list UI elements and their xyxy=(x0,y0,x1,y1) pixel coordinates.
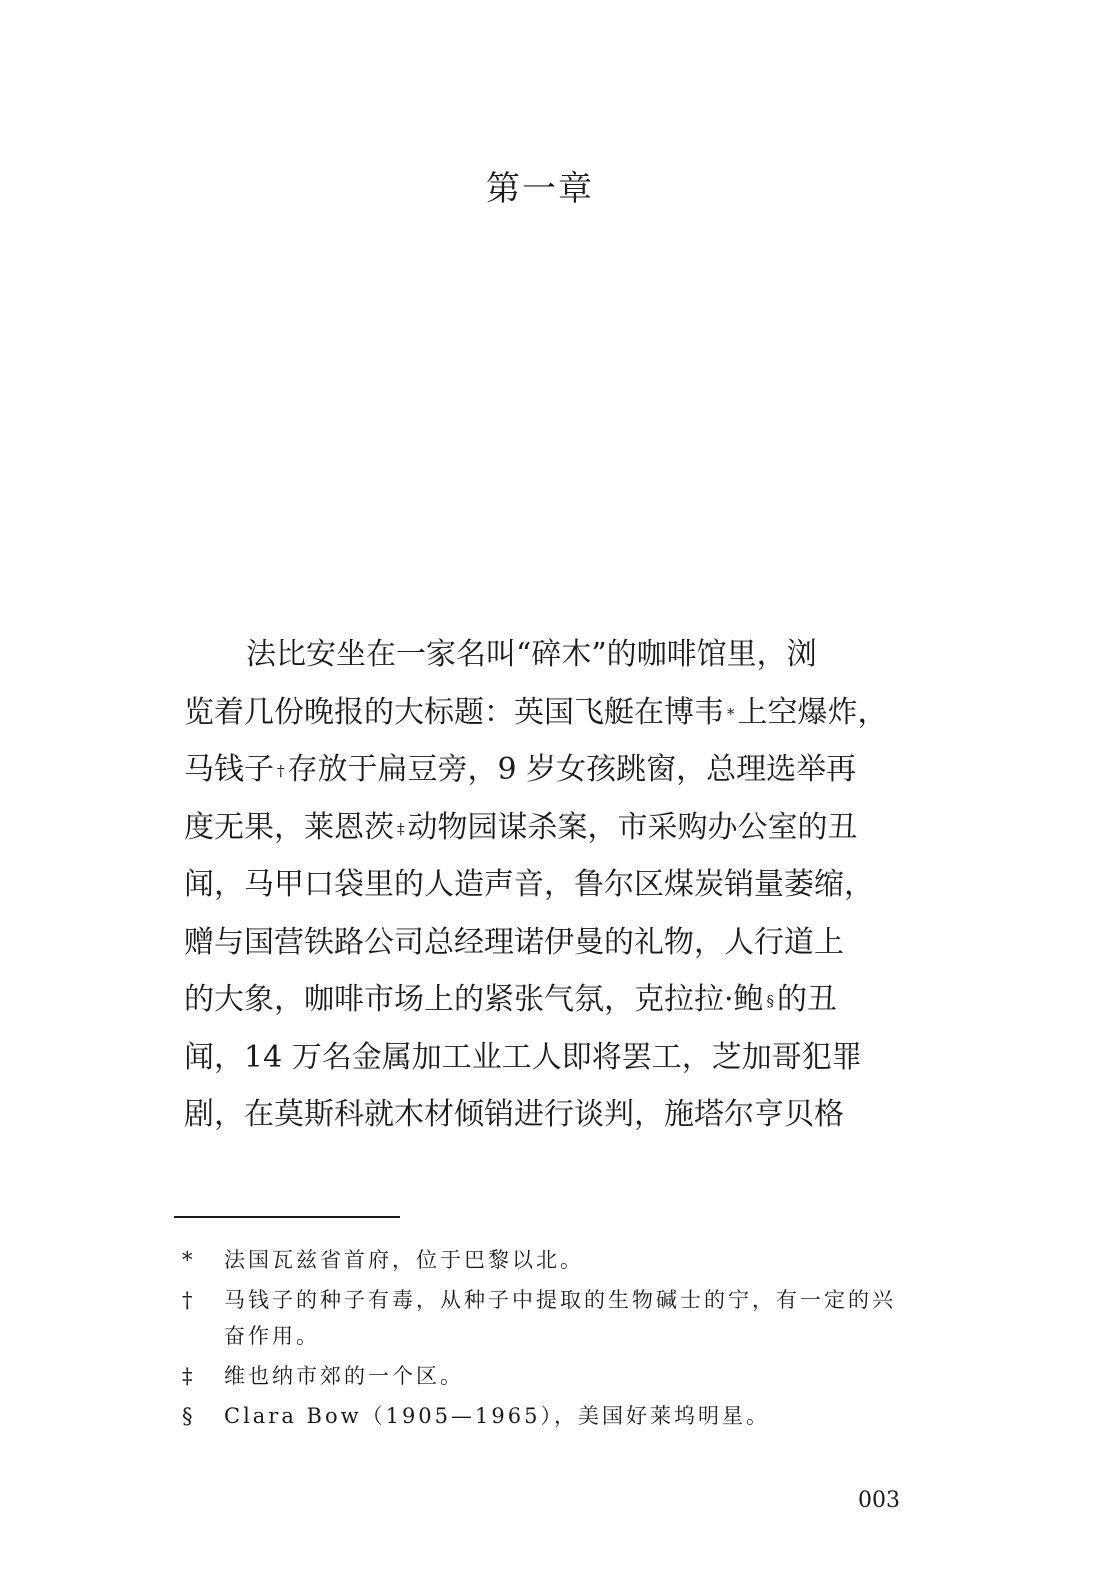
body-line: 闻，马甲口袋里的人造声音，鲁尔区煤炭销量萎缩， xyxy=(184,867,874,902)
footnote-reference: † xyxy=(277,762,285,780)
footnote-reference: § xyxy=(766,992,775,1010)
footnotes-list xyxy=(182,1242,902,1438)
footnote-mark: § xyxy=(182,1404,193,1428)
footnote-reference: ‡ xyxy=(397,819,405,838)
footnote-text: 维也纳市郊的一个区。 xyxy=(224,1364,464,1388)
body-line-text: 览着几份晚报的大标题：英国飞艇在博韦 xyxy=(184,694,724,730)
footnote-text: 法国瓦兹省首府，位于巴黎以北。 xyxy=(224,1248,584,1272)
body-line: 法比安坐在一家名叫“碎木”的咖啡馆里，浏 xyxy=(246,637,817,672)
body-line-text: 的大象，咖啡市场上的紧张气氛，克拉拉·鲍 xyxy=(184,982,764,1017)
body-line xyxy=(184,799,900,857)
body-line-text: 动物园谋杀案，市采购办公室的丑 xyxy=(407,809,858,845)
body-line-text: 马钱子 xyxy=(184,752,274,787)
chapter-title: 第一章 xyxy=(486,169,594,209)
page-number: 003 xyxy=(858,1488,900,1513)
footnote-mark: * xyxy=(182,1248,193,1272)
footnote-item xyxy=(182,1358,902,1394)
body-line xyxy=(184,971,900,1029)
footnote-mark: † xyxy=(182,1288,193,1312)
body-line: 剧，在莫斯科就木材倾销进行谈判，施塔尔亨贝格 xyxy=(184,1097,844,1132)
body-paragraph xyxy=(184,626,900,1144)
footnote-item xyxy=(182,1398,902,1434)
body-line-text: 的丑 xyxy=(777,982,838,1017)
body-line: 闻，14 万名金属加工业工人即将罢工，芝加哥犯罪 xyxy=(184,1039,862,1075)
footnote-divider xyxy=(174,1216,400,1218)
footnote-reference: * xyxy=(727,704,735,723)
body-line-text: 上空爆炸， xyxy=(737,694,888,730)
footnote-item xyxy=(182,1242,902,1278)
footnote-mark: ‡ xyxy=(182,1364,193,1388)
footnote-text: Clara Bow（1905—1965），美国好莱坞明星。 xyxy=(224,1404,770,1428)
body-line xyxy=(184,684,900,742)
body-line xyxy=(184,741,900,799)
footnote-text: 马钱子的种子有毒，从种子中提取的生物碱士的宁，有一定的兴奋作用。 xyxy=(224,1288,896,1348)
footnote-item xyxy=(182,1282,902,1354)
body-line-text: 度无果，莱恩茨 xyxy=(184,809,394,845)
body-line-text: 存放于扁豆旁，9 岁女孩跳窗，总理选举再 xyxy=(287,752,857,787)
body-line: 赠与国营铁路公司总经理诺伊曼的礼物，人行道上 xyxy=(184,924,844,960)
